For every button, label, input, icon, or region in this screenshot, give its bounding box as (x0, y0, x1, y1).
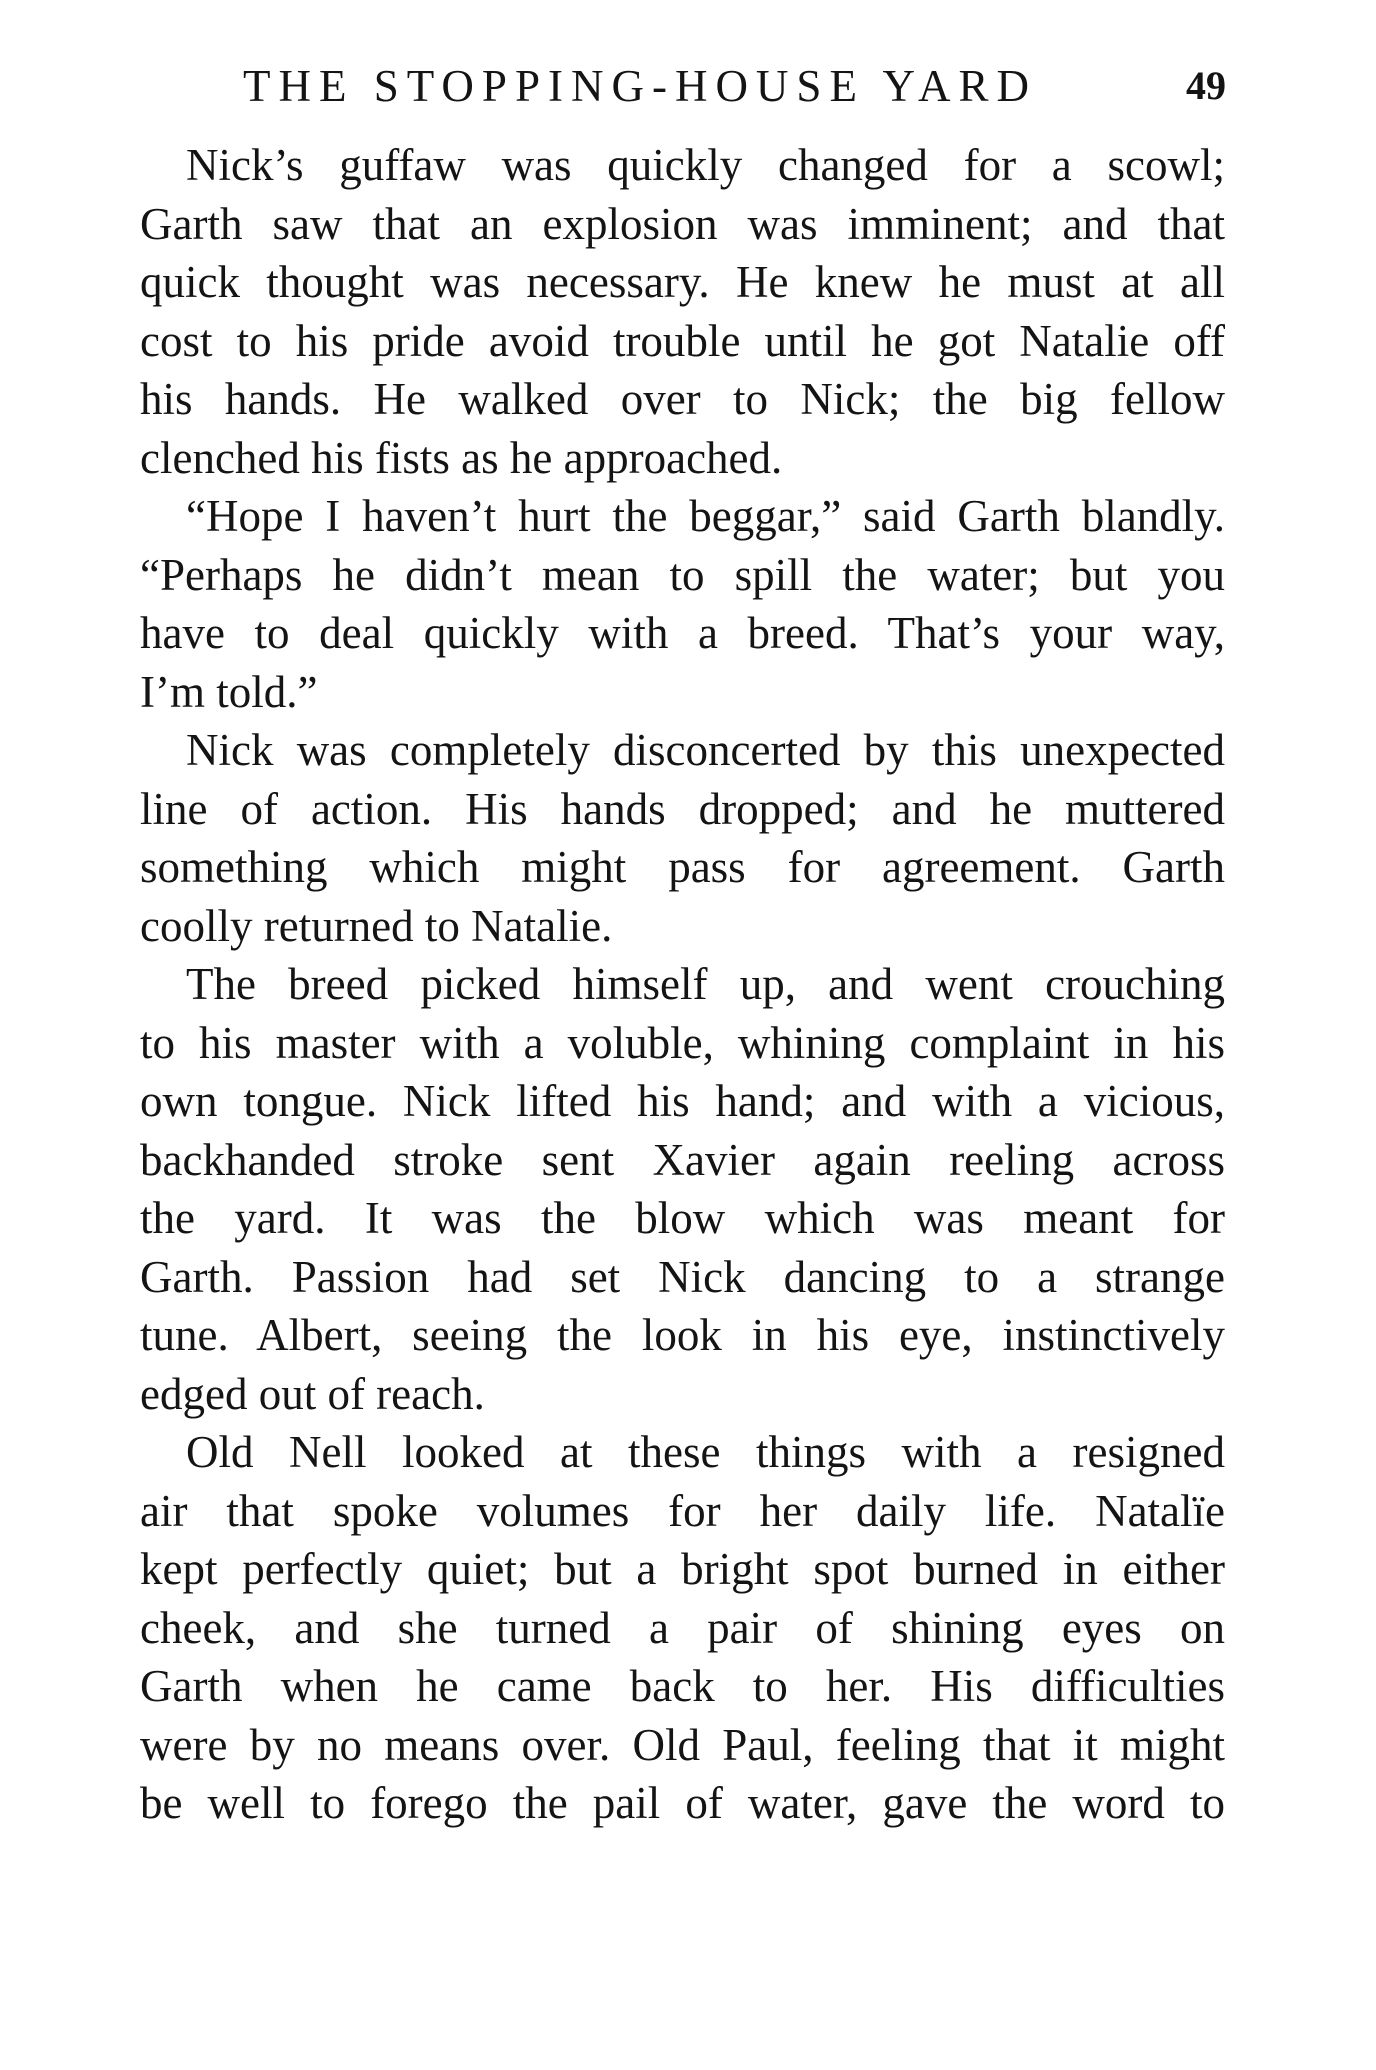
text-line: kept perfectly quiet; but a bright spot burned in either (140, 1544, 1225, 1594)
text-line: “Hope I haven’t hurt the beggar,” said Garth blandly. (186, 491, 1225, 541)
paragraph (140, 487, 1225, 721)
text-line: something which might pass for agreement. Garth (140, 842, 1225, 892)
body-text (140, 136, 1225, 1833)
text-line: “Perhaps he didn’t mean to spill the water; but you (140, 549, 1225, 600)
text-line: air that spoke volumes for her daily life. Natalïe (140, 1485, 1225, 1536)
text-line: be well to forego the pail of water, gave the word to (140, 1778, 1225, 1828)
text-line: were by no means over. Old Paul, feeling that it might (140, 1719, 1225, 1770)
text-line: Garth saw that an explosion was imminent; and that (140, 198, 1225, 249)
text-line: Nick’s guffaw was quickly changed for a scowl; (186, 140, 1225, 190)
paragraph (140, 721, 1225, 955)
running-header (140, 50, 1230, 118)
text-line: the yard. It was the blow which was meant for (140, 1193, 1225, 1243)
page-number: 49 (1186, 63, 1226, 108)
text-line: Old Nell looked at these things with a resigned (186, 1427, 1225, 1477)
text-line: The breed picked himself up, and went crouching (186, 959, 1225, 1009)
text-line: line of action. His hands dropped; and he muttered (140, 783, 1225, 834)
text-line: coolly returned to Natalie. (140, 900, 613, 951)
text-line: quick thought was necessary. He knew he must at all (140, 257, 1225, 307)
text-line: clenched his fists as he approached. (140, 432, 783, 483)
text-line: have to deal quickly with a breed. That’s your way, (140, 608, 1225, 658)
running-title: THE STOPPING-HOUSE YARD (243, 61, 1038, 111)
text-line: to his master with a voluble, whining complaint in his (140, 1017, 1225, 1068)
text-line: I’m told.” (140, 666, 318, 717)
text-line: backhanded stroke sent Xavier again reeling across (140, 1134, 1225, 1185)
paragraph (140, 955, 1225, 1423)
text-line: own tongue. Nick lifted his hand; and with a vicious, (140, 1076, 1225, 1126)
paragraph (140, 136, 1225, 487)
text-line: cheek, and she turned a pair of shining eyes on (140, 1602, 1225, 1653)
text-line: Garth when he came back to her. His difficulties (140, 1661, 1225, 1711)
text-line: cost to his pride avoid trouble until he got Natalie off (140, 315, 1225, 366)
text-line: his hands. He walked over to Nick; the big fellow (140, 374, 1225, 424)
text-line: edged out of reach. (140, 1368, 485, 1419)
text-line: Nick was completely disconcerted by this unexpected (186, 725, 1225, 775)
text-line: Garth. Passion had set Nick dancing to a strange (140, 1251, 1225, 1302)
text-line: tune. Albert, seeing the look in his eye, instinctively (140, 1310, 1225, 1360)
paragraph (140, 1423, 1225, 1833)
